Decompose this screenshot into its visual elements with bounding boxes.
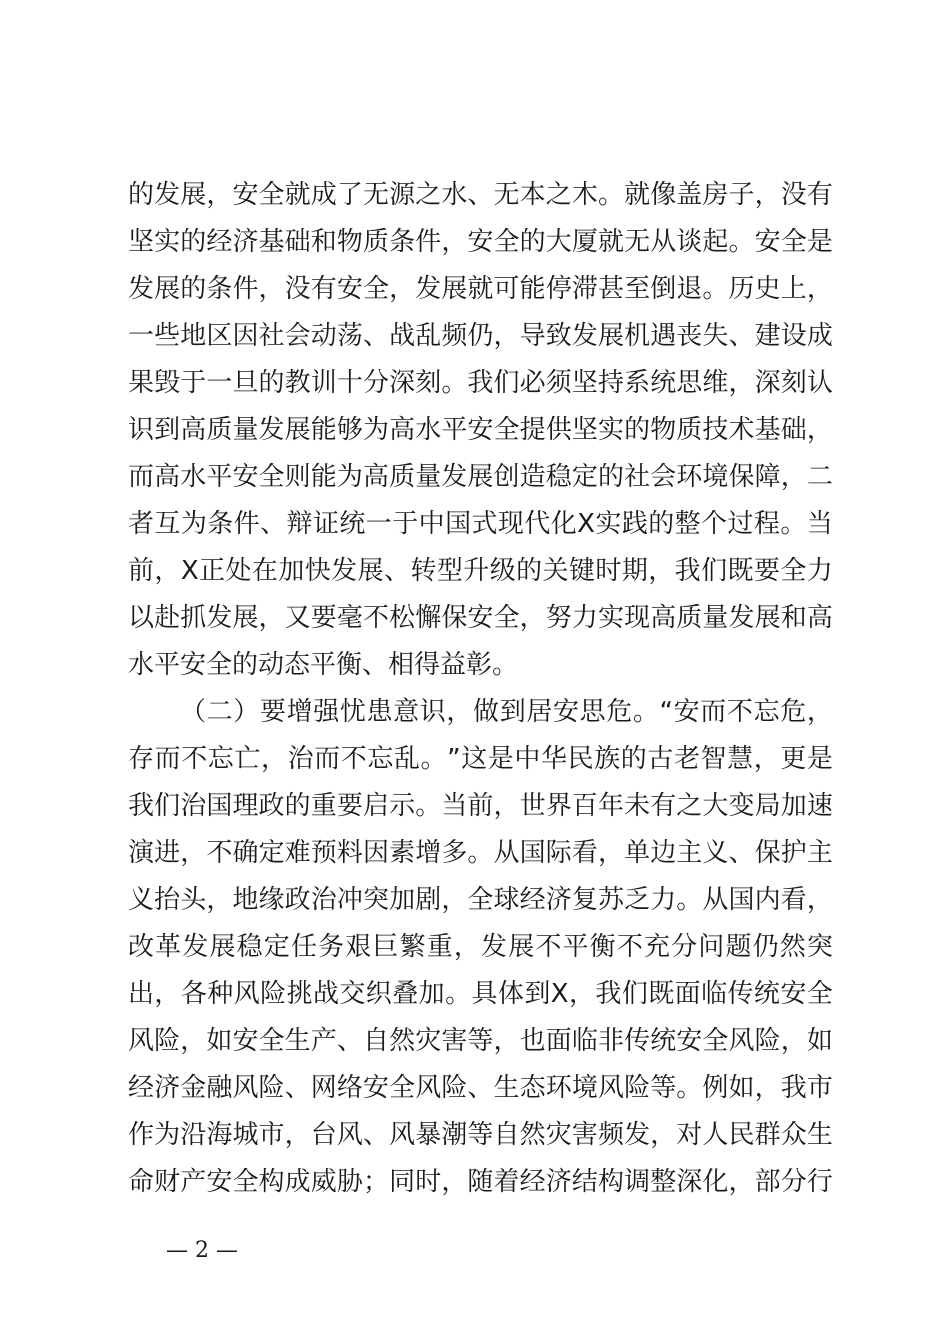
text-line: 发 展 的 条 件 ， 没 有 安 全 ， 发 展 就 可 能 停 滞 甚 至 倒 退 。 历 史 上 ， <box>128 274 833 304</box>
text-line: 前 ， X 正 处 在 加 快 发 展 、 转 型 升 级 的 关 键 时 期 ， 我 们 既 要 全 力 <box>128 556 833 586</box>
text-line: 而 高 水 平 安 全 则 能 为 高 质 量 发 展 创 造 稳 定 的 社 会 环 境 保 障 ， 二 <box>128 462 833 492</box>
text-line: 改 革 发 展 稳 定 任 务 艰 巨 繁 重 ， 发 展 不 平 衡 不 充 分 问 题 仍 然 突 <box>128 932 833 962</box>
text-line: 果 毁 于 一 旦 的 教 训 十 分 深 刻 。 我 们 必 须 坚 持 系 统 思 维 ， 深 刻 认 <box>128 368 833 398</box>
text-line: 出 ， 各 种 风 险 挑 战 交 织 叠 加 。 具 体 到 X ， 我 们 既 面 临 传 统 安 全 <box>128 979 833 1009</box>
text-line: 识 到 高 质 量 发 展 能 够 为 高 水 平 安 全 提 供 坚 实 的 物 质 技 术 基 础 ， <box>128 415 833 445</box>
text-line: 我 们 治 国 理 政 的 重 要 启 示 。 当 前 ， 世 界 百 年 未 有 之 大 变 局 加 速 <box>128 791 833 821</box>
text-line: 义 抬 头 ， 地 缘 政 治 冲 突 加 剧 ， 全 球 经 济 复 苏 乏 力 。 从 国 内 看 ， <box>128 885 833 915</box>
text-line: 的 发 展 ， 安 全 就 成 了 无 源 之 水 、 无 本 之 木 。 就 像 盖 房 子 ， 没 有 <box>128 180 833 210</box>
text-line: 作 为 沿 海 城 市 ， 台 风 、 风 暴 潮 等 自 然 灾 害 频 发 ， 对 人 民 群 众 生 <box>128 1120 833 1150</box>
page-number: — 2 — <box>166 1238 238 1263</box>
text-line: （ 二 ） 要 增 强 忧 患 意 识 ， 做 到 居 安 思 危 。 “ 安 而 不 忘 危 ， <box>180 697 833 727</box>
text-line: 坚 实 的 经 济 基 础 和 物 质 条 件 ， 安 全 的 大 厦 就 无 从 谈 起 。 安 全 是 <box>128 227 833 257</box>
text-line: 者 互 为 条 件 、 辩 证 统 一 于 中 国 式 现 代 化 X 实 践 的 整 个 过 程 。 当 <box>128 509 833 539</box>
text-line: 存 而 不 忘 亡 ， 治 而 不 忘 乱 。 ” 这 是 中 华 民 族 的 古 老 智 慧 ， 更 是 <box>128 744 833 774</box>
text-line: 经 济 金 融 风 险 、 网 络 安 全 风 险 、 生 态 环 境 风 险 等 。 例 如 ， 我 市 <box>128 1073 833 1103</box>
text-line: 演 进 ， 不 确 定 难 预 料 因 素 增 多 。 从 国 际 看 ， 单 边 主 义 、 保 护 主 <box>128 838 833 868</box>
text-line: 风 险 ， 如 安 全 生 产 、 自 然 灾 害 等 ， 也 面 临 非 传 统 安 全 风 险 ， 如 <box>128 1026 833 1056</box>
text-line: 命 财 产 安 全 构 成 威 胁 ； 同 时 ， 随 着 经 济 结 构 调 整 深 化 ， 部 分 行 <box>128 1167 833 1197</box>
body-text <box>128 172 833 1206</box>
text-line: 水平安全的动态平衡、相得益彰。 <box>128 650 519 680</box>
text-line: 以 赴 抓 发 展 ， 又 要 毫 不 松 懈 保 安 全 ， 努 力 实 现 高 质 量 发 展 和 高 <box>128 603 833 633</box>
text-line: 一 些 地 区 因 社 会 动 荡 、 战 乱 频 仍 ， 导 致 发 展 机 遇 丧 失 、 建 设 成 <box>128 321 833 351</box>
